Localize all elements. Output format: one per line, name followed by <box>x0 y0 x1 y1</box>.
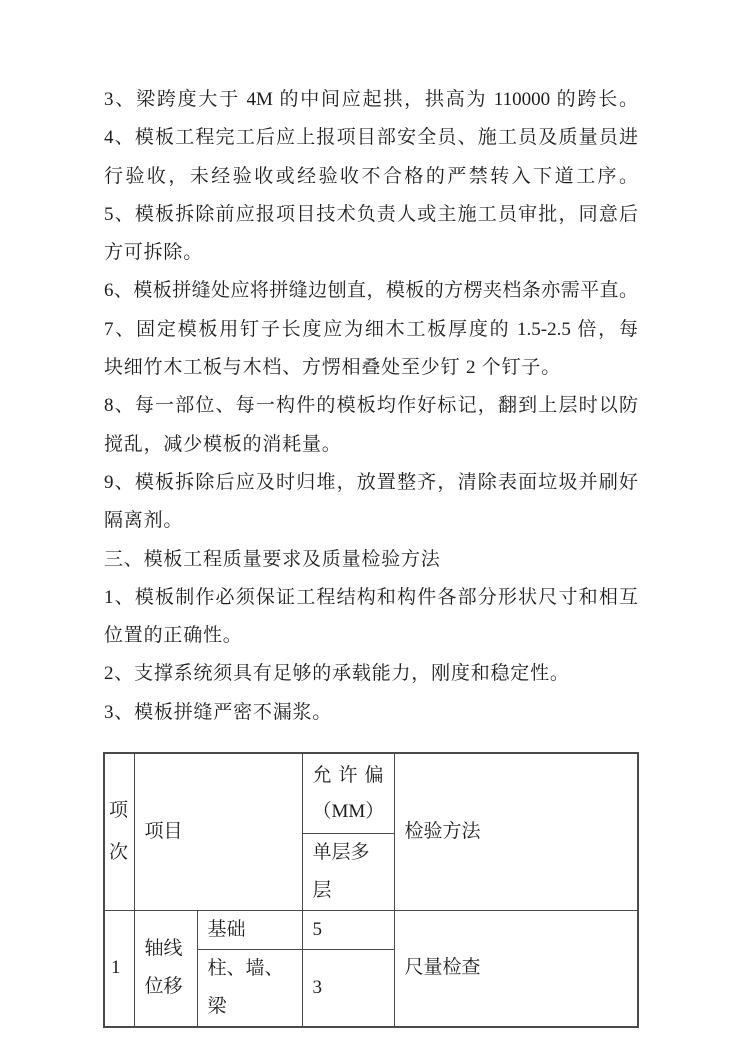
row-value-cell <box>302 949 394 1027</box>
header-cell-index <box>104 753 134 910</box>
header-method-label: 检验方法 <box>404 820 481 842</box>
text-line: 9、模板拆除后应及时归堆，放置整齐，清除表面垃圾并刷好 <box>104 471 638 493</box>
row-subitem-cell <box>197 910 302 949</box>
row-subitem-cell <box>197 949 302 1027</box>
method-value: 尺量检查 <box>404 957 481 978</box>
text-line: 1、模板制作必须保证工程结构和构件各部分形状尺寸和相互 <box>104 586 638 608</box>
row-index-cell <box>104 910 134 1027</box>
text-line: 块细竹木工板与木档、方愣相叠处至少钉 2 个钉子。 <box>104 357 562 379</box>
header-cell-item <box>134 753 302 910</box>
text-line: 行验收，未经验收或经验收不合格的严禁转入下道工序。 <box>104 165 638 187</box>
text-line: 搅乱，减少模板的消耗量。 <box>104 433 342 455</box>
row-item-cell <box>134 910 197 1027</box>
subitem-name: 柱、墙、梁 <box>207 957 284 1017</box>
row-item-label: 轴线位移 <box>144 938 183 997</box>
header-cell-tolerance-sub <box>302 833 394 910</box>
row-method-cell <box>394 910 638 1027</box>
header-item-label: 项目 <box>144 820 183 842</box>
header-tolerance-sub-label: 单层多层 <box>312 841 370 901</box>
text-line: 4、模板工程完工后应上报项目部安全员、施工员及质量员进 <box>104 127 638 149</box>
header-tolerance-line1: 允许偏 <box>312 765 384 787</box>
text-line: 5、模板拆除前应报项目技术负责人或主施工员审批，同意后 <box>104 203 638 225</box>
text-line: 隔离剂。 <box>104 510 184 532</box>
subitem-name: 基础 <box>207 918 246 940</box>
document-body-text <box>104 81 638 732</box>
header-index-label: 项次 <box>109 799 129 863</box>
header-tolerance-line2: （MM） <box>312 801 385 823</box>
text-line: 6、模板拼缝处应将拼缝边刨直，模板的方楞夹档条亦需平直。 <box>104 280 638 302</box>
row-value-cell <box>302 910 394 949</box>
row-index-value: 1 <box>111 957 121 978</box>
header-cell-tolerance <box>302 753 394 833</box>
text-line: 7、固定模板用钉子长度应为细木工板厚度的 1.5-2.5 倍，每 <box>104 318 638 340</box>
text-line: 2、支撑系统须具有足够的承载能力，刚度和稳定性。 <box>104 663 570 685</box>
tolerance-value: 5 <box>312 918 323 940</box>
text-line: 3、梁跨度大于 4M 的中间应起拱，拱高为 110000 的跨长。 <box>104 89 638 110</box>
quality-inspection-table <box>103 752 639 1028</box>
text-line: 3、模板拼缝严密不漏浆。 <box>104 701 333 723</box>
tolerance-value: 3 <box>312 976 323 998</box>
text-line: 方可拆除。 <box>104 242 204 264</box>
header-cell-method <box>394 753 638 910</box>
text-line: 8、每一部位、每一构件的模板均作好标记，翻到上层时以防 <box>104 395 638 417</box>
section-heading: 三、模板工程质量要求及质量检验方法 <box>104 548 441 570</box>
text-line: 位置的正确性。 <box>104 625 243 647</box>
